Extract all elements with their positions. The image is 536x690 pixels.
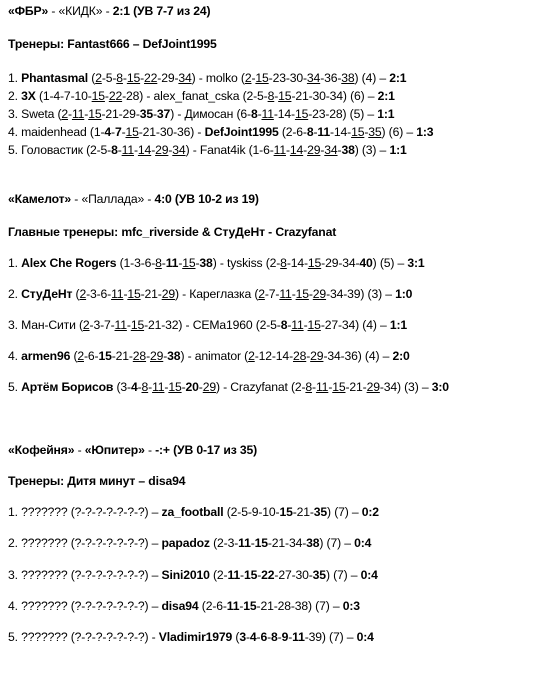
match-3-game-4: 4. ??????? (?-?-?-?-?-?-?) – disa94 (2-6-11-15-21-28-38) (7) – 0:3 (8, 599, 360, 613)
match-1-coaches: Тренеры: Fantast666 – DefJoint1995 (8, 37, 217, 51)
match-2-game-1: 1. Alex Che Rogers (1-3-6-8-11-15-38) - tyskiss (2-8-14-15-29-34-40) (5) – 3:1 (8, 256, 425, 270)
match-3-header: «Кофейня» - «Юпитер» - -:+ (УВ 0-17 из 35) (8, 443, 258, 457)
match-2-game-4: 4. armen96 (2-6-15-21-28-29-38) - animator (2-12-14-28-29-34-36) (4) – 2:0 (8, 349, 410, 363)
match-1-game-1: 1. Phantasmal (2-5-8-15-22-29-34) - molko (2-15-23-30-34-36-38) (4) – 2:1 (8, 71, 407, 85)
match-3-game-2: 2. ??????? (?-?-?-?-?-?-?) – papadoz (2-3-11-15-21-34-38) (7) – 0:4 (8, 536, 372, 550)
match-1-game-4: 4. maidenhead (1-4-7-15-21-30-36) - DefJoint1995 (2-6-8-11-14-15-35) (6) – 1:3 (8, 125, 434, 139)
match-1-header: «ФБР» - «КИДК» - 2:1 (УВ 7-7 из 24) (8, 4, 211, 18)
match-1-game-2: 2. 3Х (1-4-7-10-15-22-28) - alex_fanat_cska (2-5-8-15-21-30-34) (6) – 2:1 (8, 89, 395, 103)
match-1-game-5: 5. Головастик (2-5-8-11-14-29-34) - Fanat4ik (1-6-11-14-29-34-38) (3) – 1:1 (8, 143, 407, 157)
match-3-coaches: Тренеры: Дитя минут – disa94 (8, 474, 186, 488)
match-3-game-5: 5. ??????? (?-?-?-?-?-?-?) - Vladimir1979 (3-4-6-8-9-11-39) (7) – 0:4 (8, 630, 374, 644)
match-1-game-3: 3. Sweta (2-11-15-21-29-35-37) - Димосан (6-8-11-14-15-23-28) (5) – 1:1 (8, 107, 395, 121)
match-3-game-3: 3. ??????? (?-?-?-?-?-?-?) – Sini2010 (2-11-15-22-27-30-35) (7) – 0:4 (8, 568, 378, 582)
match-2-header: «Камелот» - «Паллада» - 4:0 (УВ 10-2 из 19) (8, 192, 259, 206)
match-2-coaches: Главные тренеры: mfc_riverside & CтуДеНт - Crazyfanat (8, 225, 337, 239)
match-2-game-3: 3. Ман-Сити (2-3-7-11-15-21-32) - CEMa1960 (2-5-8-11-15-27-34) (4) – 1:1 (8, 318, 408, 332)
match-3-game-1: 1. ??????? (?-?-?-?-?-?-?) – za_football (2-5-9-10-15-21-35) (7) – 0:2 (8, 505, 379, 519)
match-2-game-2: 2. CтуДеНт (2-3-6-11-15-21-29) - Кареглазка (2-7-11-15-29-34-39) (3) – 1:0 (8, 287, 413, 301)
match-2-game-5: 5. Артём Борисов (3-4-8-11-15-20-29) - Crazyfanat (2-8-11-15-21-29-34) (3) – 3:0 (8, 380, 449, 394)
